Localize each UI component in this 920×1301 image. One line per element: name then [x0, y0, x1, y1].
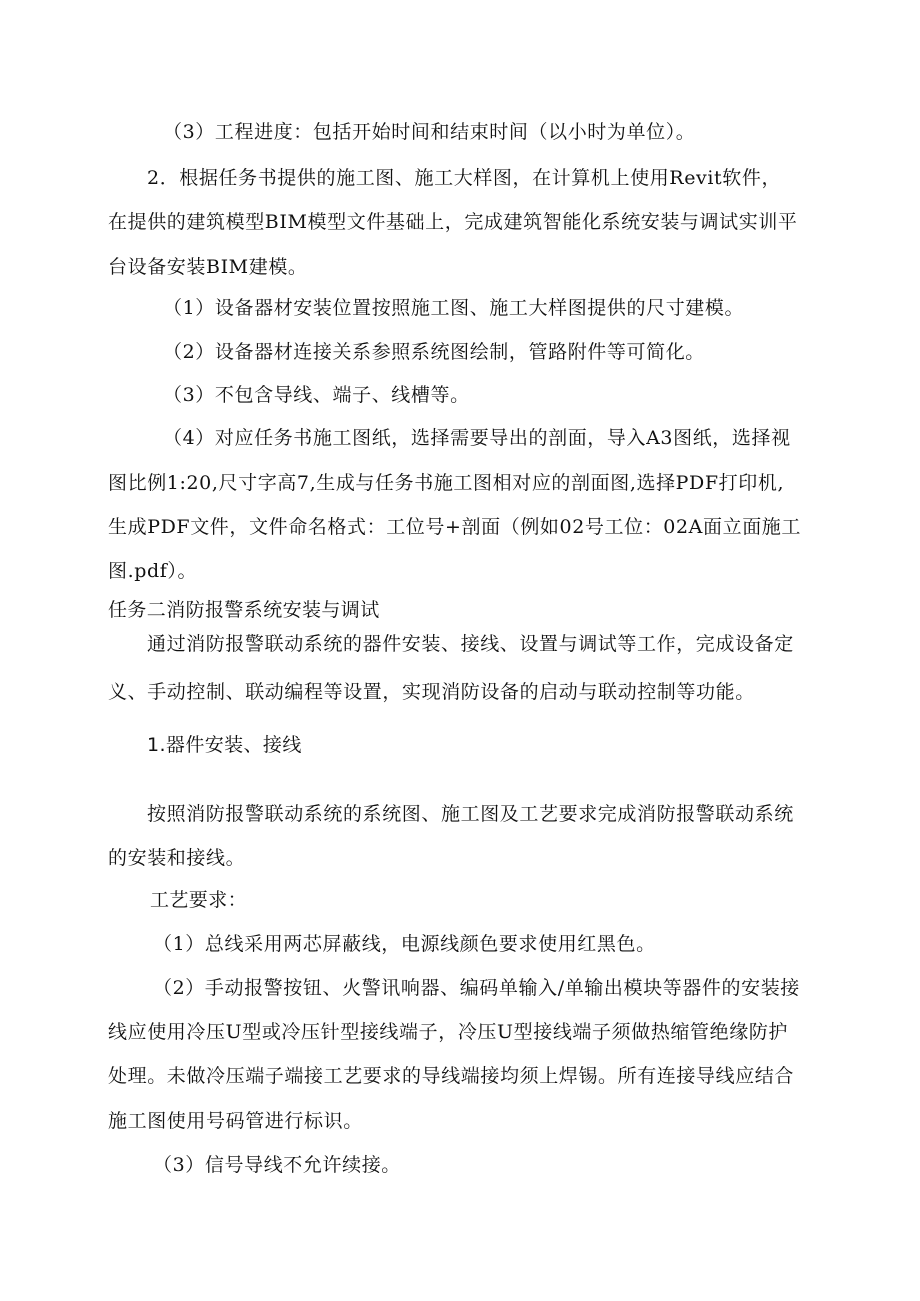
- text-line: 台设备安装BIM建模。: [108, 256, 308, 278]
- text-line: （1）总线采用两芯屏蔽线，电源线颜色要求使用红黑色。: [153, 933, 656, 955]
- text-line: 处理。未做冷压端子端接工艺要求的导线端接均须上焊锡。所有连接导线应结合: [108, 1065, 795, 1087]
- subsection-heading: 1.器件安装、接线: [147, 734, 302, 756]
- text-line: （2）设备器材连接关系参照系统图绘制，管路附件等可简化。: [163, 341, 705, 363]
- text-line: （4）对应任务书施工图纸，选择需要导出的剖面，导入A3图纸，选择视: [163, 427, 791, 449]
- text-line: 图.pdf）。: [108, 560, 198, 582]
- text-line: 在提供的建筑模型BIM模型文件基础上，完成建筑智能化系统安装与调试实训平: [108, 211, 798, 233]
- text-line: （3）工程进度：包括开始时间和结束时间（以小时为单位）。: [163, 121, 696, 143]
- text-line: （3）不包含导线、端子、线槽等。: [163, 384, 470, 406]
- text-line: 生成PDF文件，文件命名格式：工位号+剖面（例如02号工位：02A面立面施工: [108, 516, 801, 538]
- text-line: 施工图使用号码管进行标识。: [108, 1110, 363, 1132]
- requirements-heading: 工艺要求：: [150, 889, 248, 911]
- section-heading: 任务二消防报警系统安装与调试: [108, 599, 380, 621]
- text-line: （3）信号导线不允许续接。: [153, 1154, 401, 1176]
- text-line: 按照消防报警联动系统的系统图、施工图及工艺要求完成消防报警联动系统: [147, 803, 794, 825]
- text-line: 的安装和接线。: [108, 847, 246, 869]
- text-line: （1）设备器材安装位置按照施工图、施工大样图提供的尺寸建模。: [163, 297, 745, 319]
- text-line: 线应使用冷压U型或冷压针型接线端子，冷压U型接线端子须做热缩管绝缘防护: [108, 1021, 789, 1043]
- text-line: 2．根据任务书提供的施工图、施工大样图，在计算机上使用Revit软件，: [147, 167, 782, 189]
- text-line: 通过消防报警联动系统的器件安装、接线、设置与调试等工作，完成设备定: [147, 633, 794, 655]
- text-line: （2）手动报警按钮、火警讯响器、编码单输入/单输出模块等器件的安装接: [153, 977, 800, 999]
- text-line: 图比例1:20,尺寸字高7,生成与任务书施工图相对应的剖面图,选择PDF打印机,: [108, 472, 785, 494]
- text-line: 义、手动控制、联动编程等设置，实现消防设备的启动与联动控制等功能。: [108, 681, 755, 703]
